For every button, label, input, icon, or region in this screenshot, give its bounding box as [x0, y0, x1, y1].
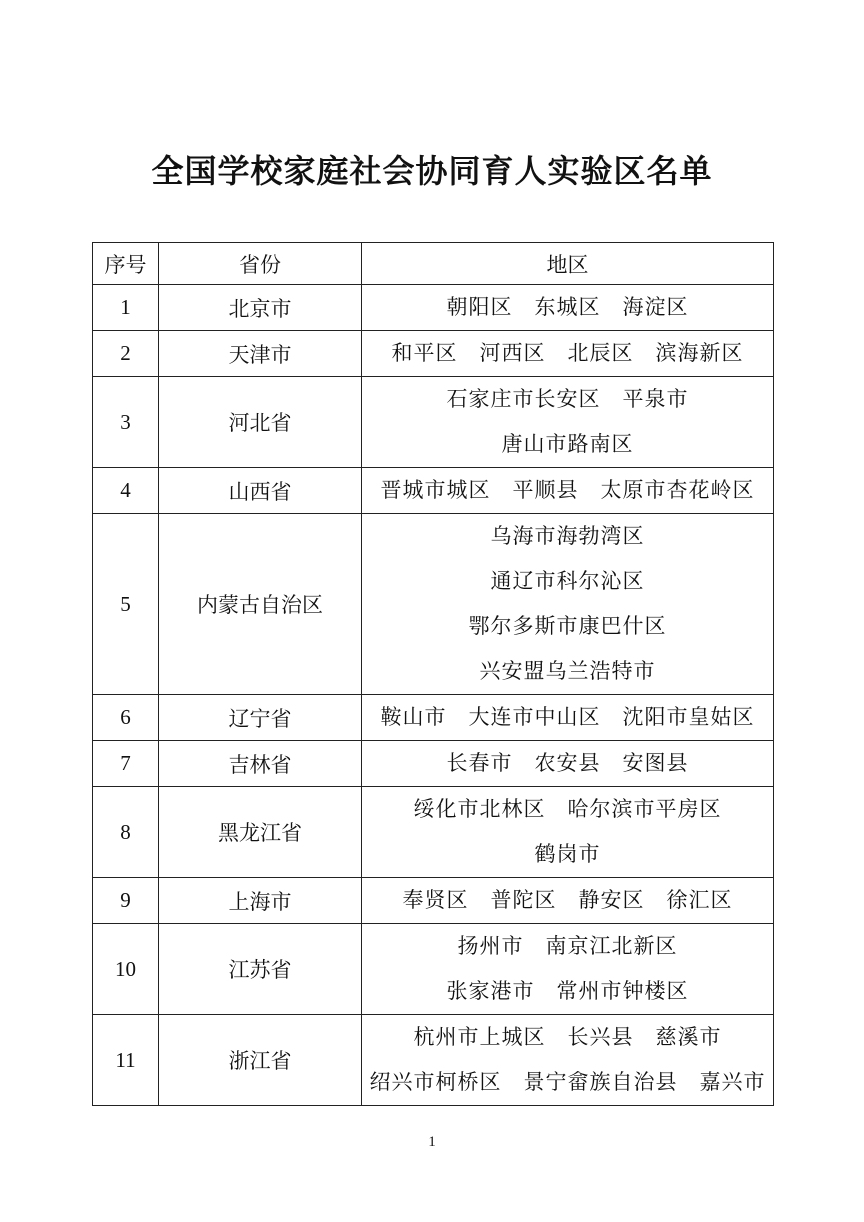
row-province: 天津市	[159, 331, 362, 377]
area-line: 扬州市 南京江北新区	[457, 934, 678, 958]
table-row	[93, 1015, 774, 1106]
header-province: 省份	[159, 243, 362, 285]
area-line: 兴安盟乌兰浩特市	[479, 659, 656, 683]
row-number: 7	[93, 741, 159, 787]
page-title: 全国学校家庭社会协同育人实验区名单	[151, 152, 713, 190]
table-row	[93, 741, 774, 787]
row-number: 9	[93, 878, 159, 924]
row-province: 山西省	[159, 468, 362, 514]
row-areas	[362, 285, 774, 331]
row-province: 辽宁省	[159, 695, 362, 741]
row-areas	[362, 924, 774, 1015]
table-header-row	[93, 243, 774, 285]
row-number: 11	[93, 1015, 159, 1106]
row-number: 2	[93, 331, 159, 377]
row-number: 1	[93, 285, 159, 331]
area-line: 朝阳区 东城区 海淀区	[446, 295, 689, 319]
table-row	[93, 285, 774, 331]
table-row	[93, 878, 774, 924]
area-line: 乌海市海勃湾区	[490, 524, 645, 548]
area-line: 杭州市上城区 长兴县 慈溪市	[413, 1025, 722, 1049]
row-areas	[362, 1015, 774, 1106]
row-areas	[362, 741, 774, 787]
area-line: 奉贤区 普陀区 静安区 徐汇区	[402, 888, 733, 912]
row-province: 江苏省	[159, 924, 362, 1015]
table-row	[93, 377, 774, 468]
row-areas	[362, 377, 774, 468]
row-province: 黑龙江省	[159, 787, 362, 878]
area-line: 晋城市城区 平顺县 太原市杏花岭区	[380, 478, 755, 502]
row-areas	[362, 878, 774, 924]
row-areas	[362, 331, 774, 377]
row-number: 8	[93, 787, 159, 878]
table-row	[93, 514, 774, 695]
area-line: 绥化市北林区 哈尔滨市平房区	[413, 797, 722, 821]
row-number: 3	[93, 377, 159, 468]
page-number: 1	[428, 1134, 436, 1150]
table-row	[93, 787, 774, 878]
row-number: 6	[93, 695, 159, 741]
area-line: 鄂尔多斯市康巴什区	[468, 614, 667, 638]
row-province: 吉林省	[159, 741, 362, 787]
area-line: 鹤岗市	[534, 842, 601, 866]
row-areas	[362, 468, 774, 514]
area-line: 张家港市 常州市钟楼区	[446, 979, 689, 1003]
area-line: 和平区 河西区 北辰区 滨海新区	[391, 341, 744, 365]
table-row	[93, 468, 774, 514]
area-line: 通辽市科尔沁区	[490, 569, 645, 593]
table-row	[93, 695, 774, 741]
row-areas	[362, 514, 774, 695]
area-line: 鞍山市 大连市中山区 沈阳市皇姑区	[380, 705, 755, 729]
row-areas	[362, 787, 774, 878]
region-table	[92, 242, 774, 1106]
header-number: 序号	[93, 243, 159, 285]
header-area: 地区	[362, 243, 774, 285]
row-province: 上海市	[159, 878, 362, 924]
table-row	[93, 331, 774, 377]
row-areas	[362, 695, 774, 741]
row-province: 河北省	[159, 377, 362, 468]
area-line: 长春市 农安县 安图县	[446, 751, 689, 775]
table-row	[93, 924, 774, 1015]
area-line: 石家庄市长安区 平泉市	[446, 387, 689, 411]
row-province: 内蒙古自治区	[159, 514, 362, 695]
row-number: 5	[93, 514, 159, 695]
row-number: 10	[93, 924, 159, 1015]
area-line: 唐山市路南区	[501, 432, 634, 456]
row-number: 4	[93, 468, 159, 514]
area-line: 绍兴市柯桥区 景宁畲族自治县 嘉兴市	[369, 1070, 766, 1094]
row-province: 北京市	[159, 285, 362, 331]
row-province: 浙江省	[159, 1015, 362, 1106]
